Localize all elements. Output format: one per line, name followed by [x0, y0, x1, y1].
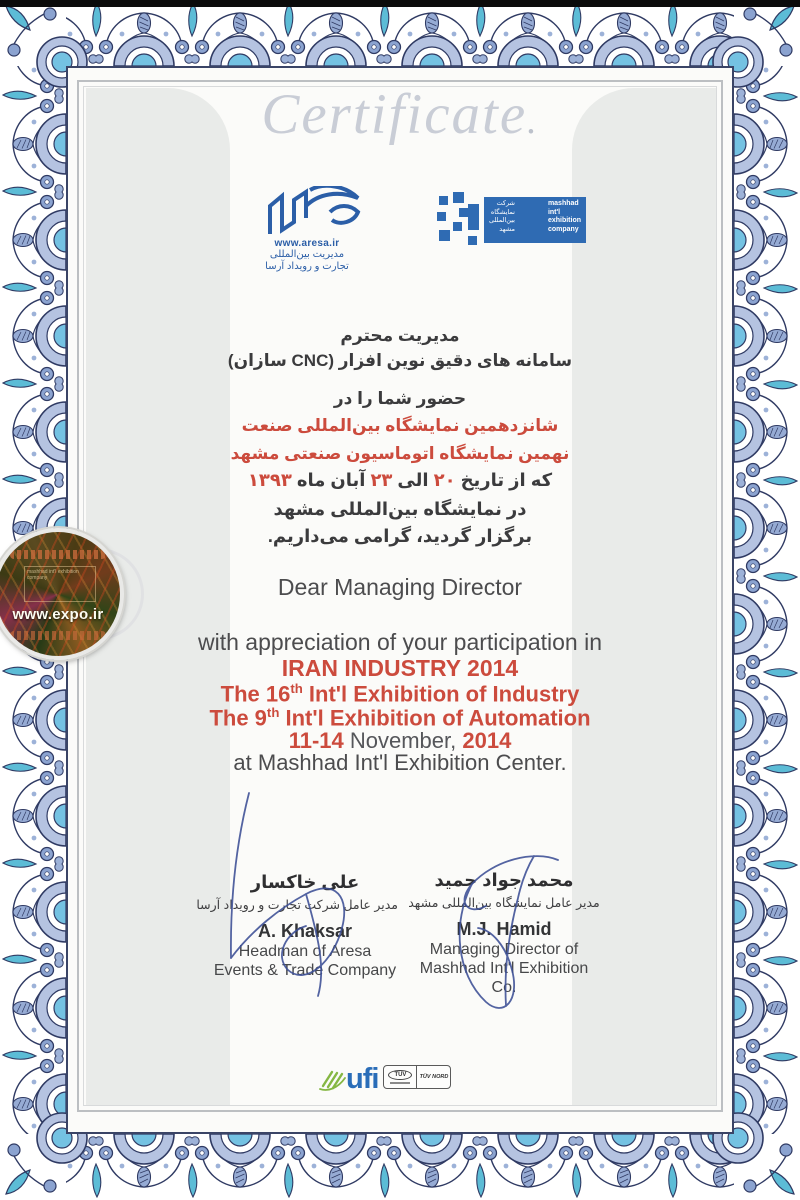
- sig-left-title-fa: مدیر عامل شرکت تجارت و رویداد آرسا: [196, 898, 398, 912]
- fa-event-1: شانزدهمین نمایشگاه بین‌المللی صنعت: [241, 416, 559, 435]
- mashhad-fa-line: نمایشگاه: [490, 208, 515, 216]
- mashhad-fa-line: بین‌المللی: [489, 217, 515, 224]
- en-date-days: 11-14: [288, 728, 344, 753]
- en-exhibition-line-1: [80, 681, 720, 707]
- ufi-logo: [318, 1062, 379, 1095]
- fa-date-line: [100, 470, 700, 491]
- fa-salutation: مدیریت محترم: [340, 326, 460, 345]
- fa-closing: برگزار گردید، گرامی می‌داریم.: [267, 526, 533, 546]
- sig-right-name-en: M.J. Hamid: [456, 919, 552, 939]
- sig-left-name-en: A. Khaksar: [257, 921, 353, 941]
- signature-block-right: [406, 870, 602, 997]
- aresa-url: www.aresa.ir: [274, 238, 340, 249]
- sig-right-title-en-2: Mashhad Int'l Exhibition Co.: [419, 960, 589, 996]
- scan-edge-strip: [0, 0, 800, 7]
- mashhad-en-line: company: [547, 225, 579, 233]
- aresa-logo-icon: [246, 186, 368, 236]
- mashhad-logo-icon: [437, 192, 479, 246]
- mashhad-fa-line: مشهد: [499, 225, 515, 233]
- fa-date-num: ۱۳۹۳: [247, 470, 292, 490]
- en-l2-after: Int'l Exhibition of Automation: [279, 705, 591, 731]
- en-l1-after: Int'l Exhibition of Industry: [302, 681, 580, 707]
- fa-venue: در نمایشگاه بین‌المللی مشهد: [273, 499, 527, 519]
- aresa-logo: [246, 186, 368, 273]
- tuv-microtext: [390, 1082, 410, 1084]
- sig-left-name-fa: علی خاکسار: [250, 872, 360, 892]
- mashhad-en-line: exhibition: [547, 217, 581, 224]
- signature-block-left: [196, 872, 398, 980]
- tuv-oval-cell: [384, 1066, 417, 1088]
- en-salutation: Dear Managing Director: [277, 574, 523, 600]
- fa-date-part: الی: [392, 470, 434, 490]
- en-l2-before: The 9: [209, 705, 267, 731]
- fa-recipient: سامانه های دقیق نوین افزار (CNC سازان): [227, 351, 573, 370]
- seal-url: www.expo.ir: [12, 606, 104, 623]
- certificate-title: [80, 82, 720, 147]
- certificate-title-text: Certificate: [261, 83, 528, 146]
- en-venue: at Mashhad Int'l Exhibition Center.: [233, 750, 567, 775]
- seal-ornament-bottom: [10, 631, 106, 640]
- en-l1-before: The 16: [220, 681, 291, 707]
- sig-right-name-fa: محمد جواد حمید: [434, 870, 574, 890]
- en-event-title: IRAN INDUSTRY 2014: [281, 655, 519, 681]
- mashhad-logo-fa: [489, 200, 515, 240]
- tuv-oval-text: TÜV: [388, 1070, 412, 1080]
- tuv-nord-logo: [383, 1065, 451, 1089]
- mashhad-en-line: int'l: [547, 208, 561, 216]
- title-period: .: [527, 100, 539, 142]
- fa-date-part: که از تاریخ: [455, 470, 553, 490]
- en-appreciation: with appreciation of your participation in: [197, 629, 602, 655]
- sig-right-title-fa: مدیر عامل نمایشگاه بین‌المللی مشهد: [408, 896, 600, 910]
- mashhad-logo-box: [484, 197, 586, 243]
- en-date-month: November,: [343, 728, 463, 753]
- sig-left-title-en-2: Events & Trade Company: [213, 962, 397, 979]
- en-l2-sup: th: [266, 705, 280, 720]
- mashhad-logo-en: [548, 200, 581, 240]
- fa-event-2: نهمین نمایشگاه اتوماسیون صنعتی مشهد: [230, 444, 570, 463]
- fa-date-num: ۲۳: [370, 470, 393, 490]
- aresa-tagline-2: تجارت و رویداد آرسا: [265, 261, 349, 272]
- seal-ornament-top: [10, 550, 106, 559]
- sig-left-title-en-1: Headman of Aresa: [238, 943, 372, 960]
- en-l1-sup: th: [290, 681, 303, 696]
- sig-right-title-en-1: Managing Director of: [429, 941, 579, 958]
- mashhad-fa-line: شرکت: [496, 200, 515, 207]
- fa-presence: حضور شما را در: [333, 389, 467, 408]
- aresa-tagline-1: مدیریت بین‌المللی: [269, 249, 345, 260]
- fa-date-part: آبان ماه: [291, 470, 371, 490]
- en-date-year: 2014: [462, 728, 512, 753]
- mashhad-en-line: mashhad: [547, 200, 579, 207]
- seal-inner-text: mashhad int'l exhibition company: [24, 566, 96, 602]
- tuv-name: TÜV NORD: [419, 1074, 449, 1080]
- footer-logos: [318, 1062, 451, 1095]
- fa-date-num: ۲۰: [433, 470, 456, 490]
- ufi-wing-icon: [318, 1062, 346, 1092]
- mashhad-exhibition-logo: [437, 192, 586, 246]
- ufi-logo-text: ufi: [346, 1063, 379, 1095]
